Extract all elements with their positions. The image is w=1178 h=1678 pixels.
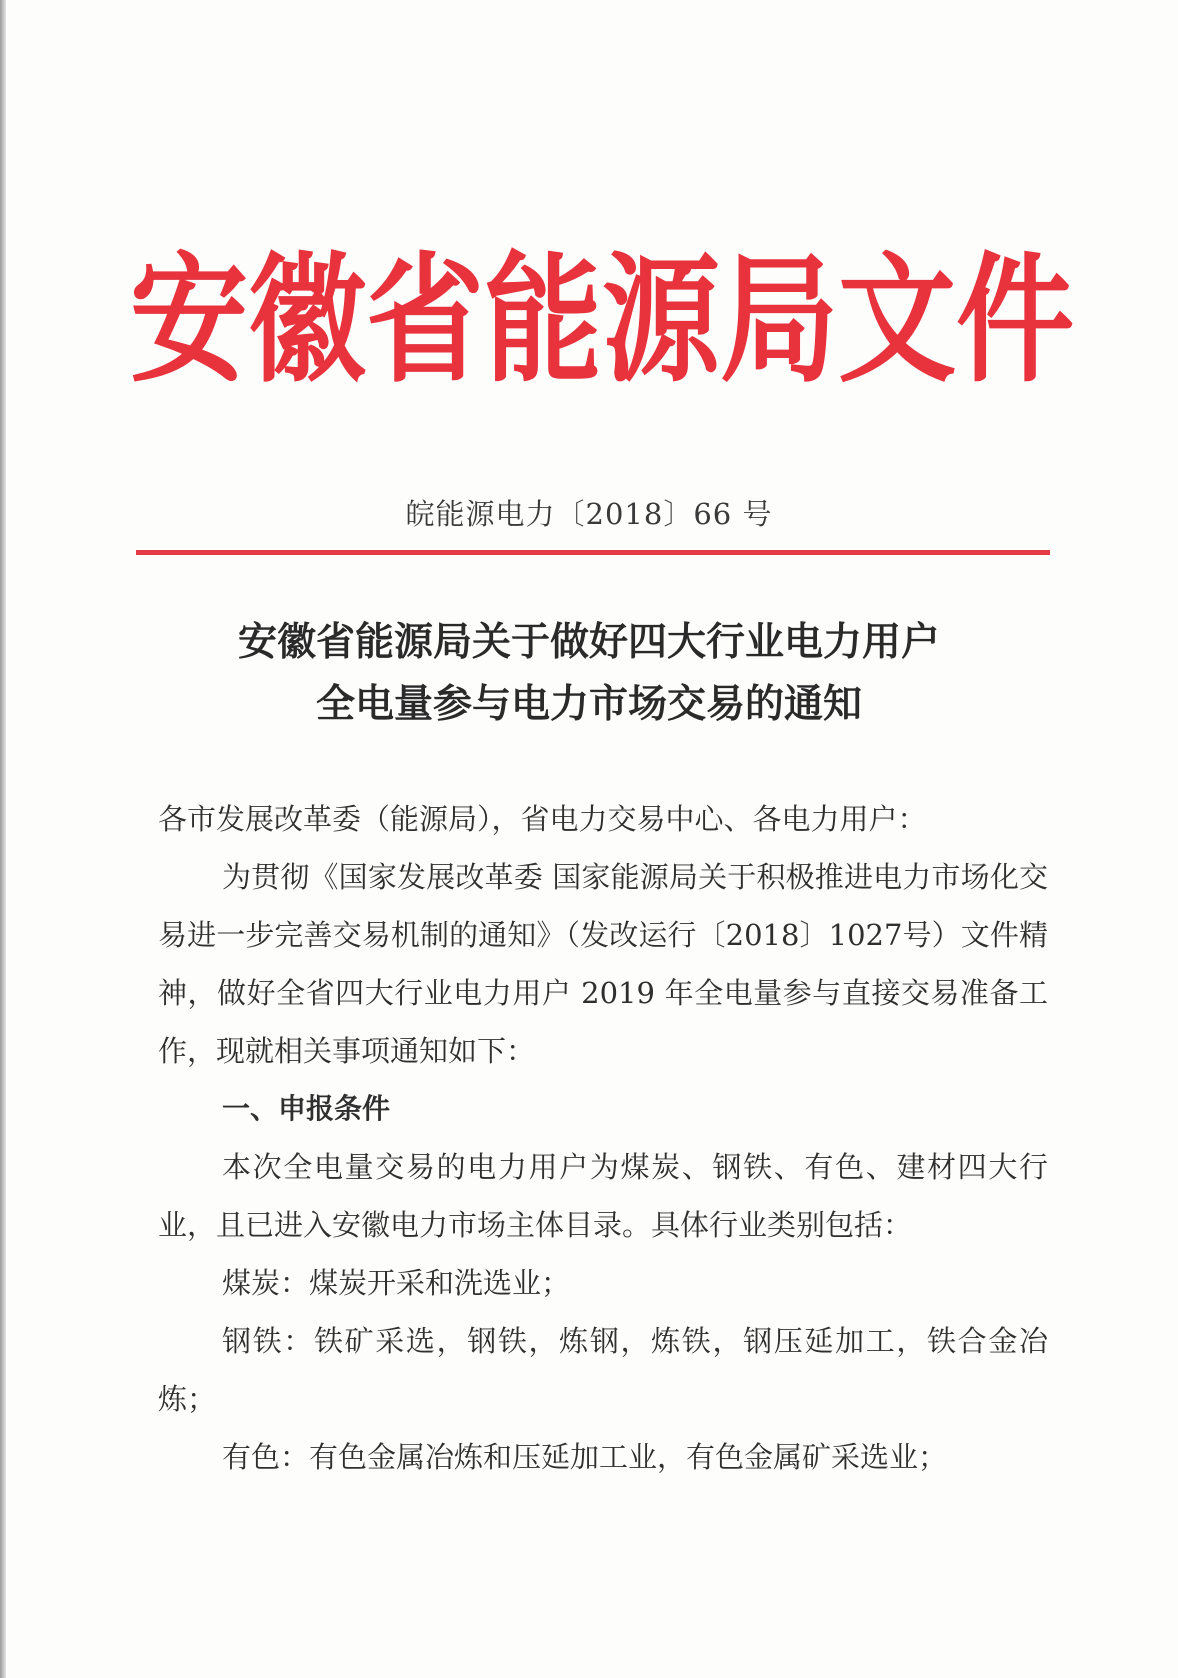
masthead-char: 省	[366, 238, 485, 402]
document-number: 皖能源电力〔2018〕66 号	[405, 497, 773, 531]
addressee: 各市发展改革委（能源局），省电力交易中心、各电力用户：	[158, 802, 927, 836]
red-divider-rule	[136, 550, 1050, 555]
section-heading: 一、申报条件	[222, 1092, 391, 1125]
category-coal: 煤炭：煤炭开采和洗选业；	[222, 1266, 571, 1300]
category-steel: 钢铁：铁矿采选，钢铁，炼钢，炼铁，钢压延加工，铁合金冶炼；	[158, 1324, 1048, 1416]
masthead-char: 能	[484, 238, 603, 402]
section-paragraph: 本次全电量交易的电力用户为煤炭、钢铁、有色、建材四大行业，且已进入安徽电力市场主体目录。具体行业类别包括：	[158, 1150, 1048, 1242]
document-body	[158, 790, 1048, 1486]
title-line-2: 全电量参与电力市场交易的通知	[315, 682, 862, 727]
masthead-char: 源	[602, 238, 721, 402]
masthead-char: 局	[720, 238, 839, 402]
masthead	[130, 238, 1075, 402]
document-title	[0, 612, 1178, 736]
masthead-char: 文	[838, 238, 957, 402]
category-nonferrous: 有色：有色金属冶炼和压延加工业，有色金属矿采选业；	[222, 1440, 948, 1474]
title-line-1: 安徽省能源局关于做好四大行业电力用户	[237, 620, 940, 665]
masthead-char: 徽	[248, 238, 367, 402]
scan-edge	[0, 0, 6, 1678]
intro-paragraph: 为贯彻《国家发展改革委 国家能源局关于积极推进电力市场化交易进一步完善交易机制的通知》（发改运行〔2018〕1027号）文件精神，做好全省四大行业电力用户 2019 年全电量参与直接交易准备工作，现就相关事项通知如下：	[158, 860, 1048, 1068]
masthead-char: 件	[956, 238, 1075, 402]
masthead-char: 安	[130, 238, 249, 402]
